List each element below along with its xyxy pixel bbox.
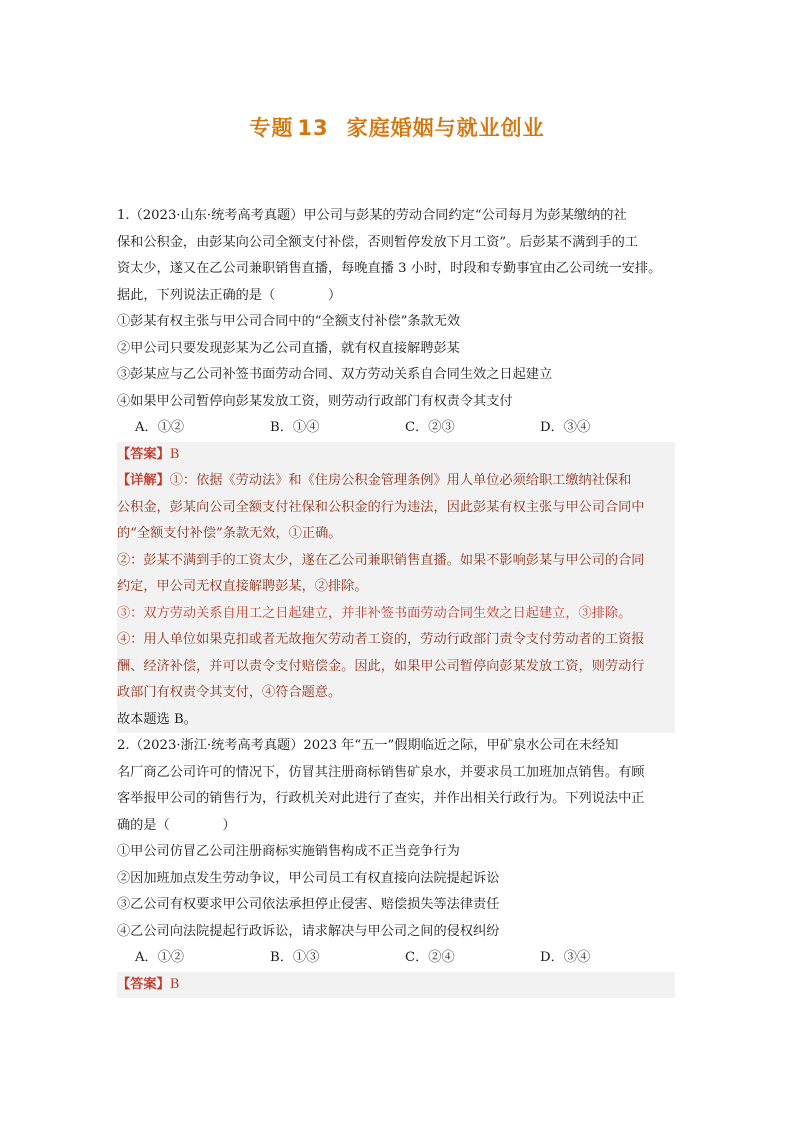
title-text: 家庭婚姻与就业创业 [346, 116, 545, 140]
answer-choices [117, 945, 675, 972]
question-stem-line: 保和公积金，由彭某向公司全额支付补偿，否则暂停发放下月工资”。后彭某不满到手的工 [117, 234, 639, 250]
statement-option: ②甲公司只要发现彭某为乙公司直播，就有权直接解聘彭某 [117, 340, 460, 356]
conclusion-line: 故本题选 B。 [117, 711, 197, 727]
detail-line: 公积金，彭某向公司全额支付社保和公积金的行为违法，因此彭某有权主张与甲公司合同中 [117, 499, 645, 515]
statement-option: ①甲公司仿冒乙公司注册商标实施销售构成不正当竞争行为 [117, 844, 460, 859]
question-stem-line: 2.（2023·浙江·统考高考真题）2023 年“五一”假期临近之际，甲矿泉水公司在未经知 [117, 738, 619, 753]
title-number: 13 [297, 116, 329, 140]
question-stem-line: 资太少，遂又在乙公司兼职销售直播，每晚直播 3 小时，时段和专勤事宜由乙公司统一安排。 [117, 261, 662, 276]
question-1 [117, 203, 675, 733]
answer-line [117, 442, 675, 469]
statement-option: ④乙公司向法院提起行政诉讼，请求解决与甲公司之间的侵权纠纷 [117, 923, 500, 939]
choice-c: C．②④ [405, 950, 455, 965]
detail-line: 酬、经济补偿，并可以责令支付赔偿金。因此，如果甲公司暂停向彭某发放工资，则劳动行 [117, 658, 645, 674]
detail-line [117, 468, 675, 495]
answer-tag: 【答案】 [117, 976, 170, 992]
answer-tag: 【答案】 [117, 446, 170, 462]
question-stem-line: 客举报甲公司的销售行为，行政机关对此进行了查实，并作出相关行政行为。下列说法中正 [117, 791, 645, 806]
statement-option: ②因加班加点发生劳动争议，甲公司员工有权直接向法院提起诉讼 [117, 870, 500, 886]
question-stem-line: 据此，下列说法正确的是（ ） [117, 287, 342, 303]
detail-line: 的“全额支付补偿”条款无效，①正确。 [117, 526, 342, 541]
choice-c: C．②③ [405, 420, 455, 435]
statement-option: ③彭某应与乙公司补签书面劳动合同、双方劳动关系自合同生效之日起建立 [117, 367, 553, 382]
answer-line [117, 972, 675, 999]
answer-value: B [169, 446, 180, 462]
question-2 [117, 733, 675, 998]
choice-d: D．③④ [540, 950, 591, 965]
detail-text: ①：依据《劳动法》和《住房公积金管理条例》用人单位必须给职工缴纳社保和 [169, 473, 632, 488]
question-list [117, 203, 675, 998]
detail-line: 政部门有权责令其支付，④符合题意。 [117, 685, 342, 700]
question-stem-line: 确的是（ ） [117, 817, 236, 833]
answer-section [117, 972, 675, 999]
detail-tag: 【详解】 [117, 473, 170, 488]
question-stem-line: 1.（2023·山东·统考高考真题）甲公司与彭某的劳动合同约定“公司每月为彭某缴纳的社 [117, 208, 627, 223]
page-title [0, 112, 794, 142]
detail-line: ②：彭某不满到手的工资太少，遂在乙公司兼职销售直播。如果不影响彭某与甲公司的合同 [117, 552, 645, 568]
choice-d: D．③④ [540, 420, 591, 435]
statement-option: ③乙公司有权要求甲公司依法承担停止侵害、赔偿损失等法律责任 [117, 897, 500, 912]
choice-b: B．①③ [270, 950, 320, 965]
detail-line: 约定，甲公司无权直接解聘彭某，②排除。 [117, 579, 368, 594]
answer-value: B [169, 976, 180, 992]
detail-line: ④：用人单位如果克扣或者无故拖欠劳动者工资的，劳动行政部门责令支付劳动者的工资报 [117, 632, 645, 647]
title-prefix: 专题 [249, 116, 294, 140]
question-stem-line: 名厂商乙公司许可的情况下，仿冒其注册商标销售矿泉水，并要求员工加班加点销售。有顾 [117, 764, 645, 780]
choice-a: A．①② [135, 950, 185, 965]
statement-option: ④如果甲公司暂停向彭某发放工资，则劳动行政部门有权责令其支付 [117, 393, 513, 409]
choice-a: A．①② [135, 420, 185, 435]
statement-option: ①彭某有权主张与甲公司合同中的“全额支付补偿”条款无效 [117, 314, 461, 329]
answer-section [117, 442, 675, 734]
choice-b: B．①④ [270, 420, 320, 435]
answer-choices [117, 415, 675, 442]
detail-line: ③：双方劳动关系自用工之日起建立，并非补签书面劳动合同生效之日起建立，③排除。 [117, 605, 632, 621]
